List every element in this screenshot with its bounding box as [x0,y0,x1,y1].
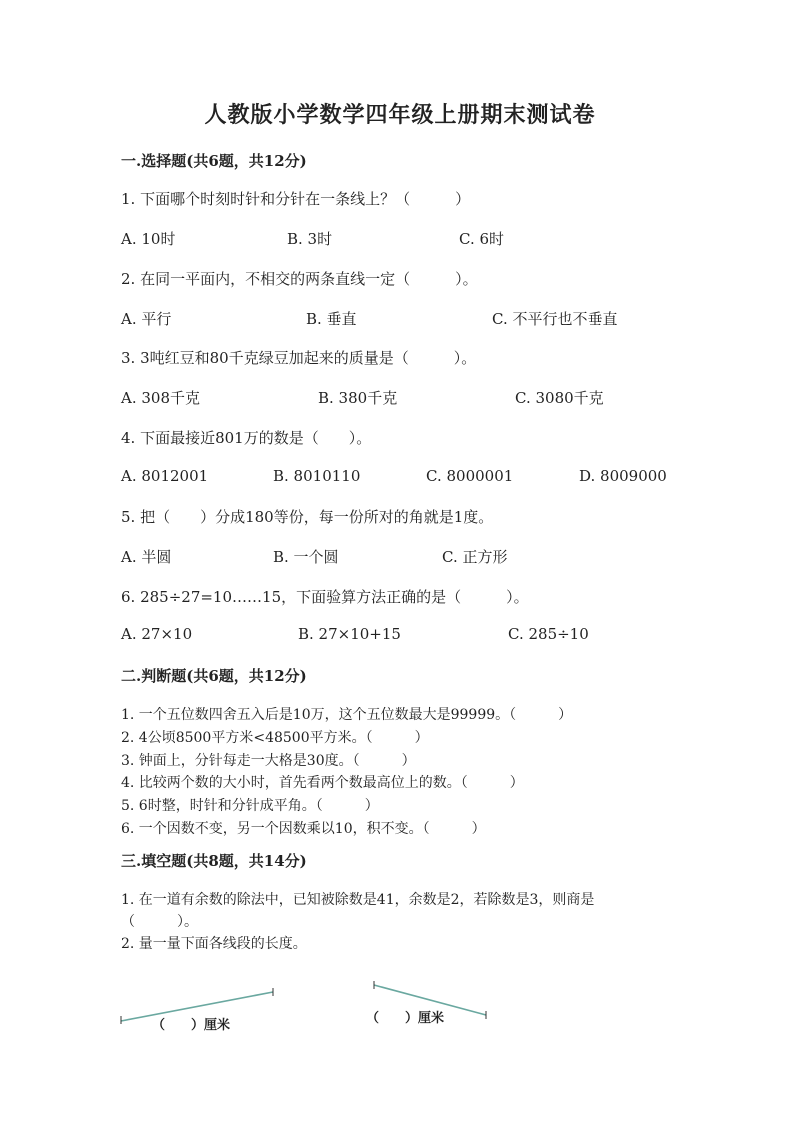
option-b: B. 380千克 [318,389,398,407]
option-b: B. 垂直 [306,310,357,328]
page-title: 人教版小学数学四年级上册期末测试卷 [204,102,596,128]
option-c: C. 285÷10 [508,625,589,643]
option-c: C. 6时 [459,230,505,248]
judgement-item: 6. 一个因数不变，另一个因数乘以10，积不变。（ ） [121,821,486,837]
question-text: 2. 在同一平面内，不相交的两条直线一定（ ）。 [121,270,478,288]
question-text: 3. 3吨红豆和80千克绿豆加起来的质量是（ ）。 [121,349,477,367]
judgement-item: 4. 比较两个数的大小时，首先看两个数最高位上的数。（ ） [121,775,524,791]
segment-length-label: （ ）厘米 [366,1011,445,1026]
option-c: C. 正方形 [442,548,508,566]
option-b: B. 27×10+15 [298,625,401,643]
judgement-item: 3. 钟面上，分针每走一大格是30度。（ ） [121,753,416,769]
fill-question-text: 2. 量一量下面各线段的长度。 [121,936,307,952]
judgement-item: 5. 6时整，时针和分针成平角。（ ） [121,798,379,814]
segment-length-label: （ ）厘米 [152,1018,231,1033]
question-text: 6. 285÷27=10……15，下面验算方法正确的是（ ）。 [121,588,529,606]
option-b: B. 一个圆 [273,548,339,566]
section-heading-judgement: 二.判断题(共6题，共12分) [121,667,307,685]
option-a: A. 308千克 [121,389,200,407]
option-c: C. 不平行也不垂直 [492,310,618,328]
option-b: B. 3时 [287,230,333,248]
option-a: A. 27×10 [121,625,193,643]
section-heading-choice: 一.选择题(共6题，共12分) [121,152,307,170]
option-b: B. 8010110 [273,467,361,485]
option-c: C. 8000001 [426,467,514,485]
fill-question-line: （ ）。 [121,914,198,930]
question-text: 4. 下面最接近801万的数是（ ）。 [121,429,372,447]
option-a: A. 半圆 [121,548,172,566]
question-text: 5. 把（ ）分成180等份，每一份所对的角就是1度。 [121,508,494,526]
option-d: D. 8009000 [579,467,667,485]
option-c: C. 3080千克 [515,389,604,407]
section-heading-fill-in: 三.填空题(共8题，共14分) [121,852,307,870]
judgement-item: 1. 一个五位数四舍五入后是10万，这个五位数最大是99999。（ ） [121,707,573,723]
option-a: A. 平行 [121,310,172,328]
question-text: 1. 下面哪个时刻时针和分针在一条线上？（ ） [121,190,471,208]
judgement-item: 2. 4公顷8500平方米<48500平方米。（ ） [121,730,429,746]
fill-question-line: 1. 在一道有余数的除法中，已知被除数是41，余数是2，若除数是3，则商是 [121,892,595,908]
option-a: A. 10时 [121,230,176,248]
option-a: A. 8012001 [121,467,209,485]
